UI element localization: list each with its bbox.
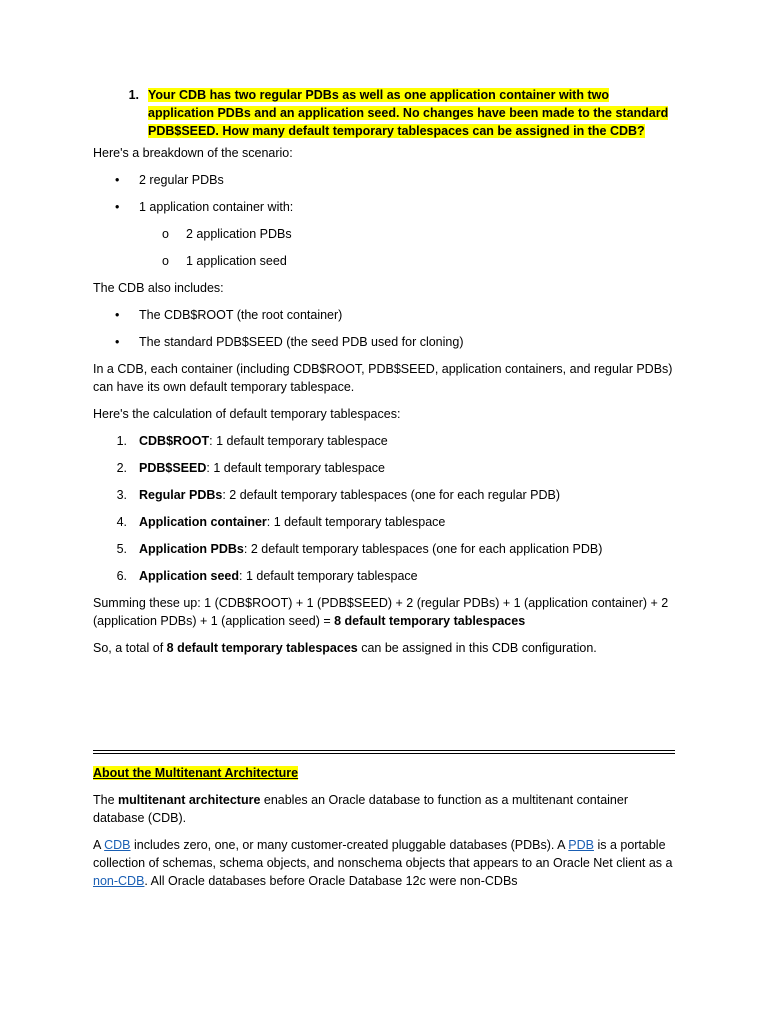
calc-label: Application container [139,515,267,529]
about-p2-text: is a portable collection of schemas, schema objects, and nonschema objects that appears to an Oracle Net client as a [93,838,673,870]
sub-bullet-icon: o [162,227,169,241]
divider [93,750,675,751]
list-item [93,306,677,324]
calc-number: 3. [116,488,127,502]
about-paragraph-1 [93,791,677,827]
bullet-icon: • [115,335,120,349]
calc-item [93,459,677,477]
bullet-icon: • [115,308,120,322]
question-text: Your CDB has two regular PDBs as well as one application container with two application PDBs and an application seed. No changes have been made to the standard PDB$SEED. How many default temporary tablespaces can be assigned in the CDB? [148,88,669,138]
list-item [93,198,677,216]
calc-text: : 1 default temporary tablespace [239,569,418,583]
about-p2-text: includes zero, one, or many customer-created pluggable databases (PDBs). A [130,838,569,852]
calc-number: 6. [116,569,127,583]
breakdown-item-regular-pdbs: 2 regular PDBs [139,173,224,187]
calc-number: 5. [116,542,127,556]
list-item [93,333,677,351]
question-number: 1. [128,88,139,102]
sub-list-item [93,252,677,270]
bullet-icon: • [115,173,120,187]
cdb-includes-intro: The CDB also includes: [93,281,224,295]
each-container-paragraph: In a CDB, each container (including CDB$ROOT, PDB$SEED, application containers, and regular PDBs) can have its own default temporary tablespace. [93,362,673,394]
calc-text: : 1 default temporary tablespace [266,515,446,529]
calc-label: CDB$ROOT [139,434,210,448]
non-cdb-link[interactable]: non-CDB [93,874,145,888]
total-post: can be assigned in this CDB configuration. [357,641,597,655]
calc-text: : 2 default temporary tablespaces (one for each application PDB) [243,542,603,556]
about-p1-post: enables an Oracle database to function as a multitenant container database (CDB). [93,793,629,825]
about-p2-text: A [93,838,105,852]
calc-item [93,513,677,531]
calc-item [93,540,677,558]
calc-number: 4. [116,515,127,529]
total-result: 8 default temporary tablespaces [166,641,358,655]
total-pre: So, a total of [93,641,167,655]
calc-number: 2. [116,461,127,475]
breakdown-intro: Here's a breakdown of the scenario: [93,146,293,160]
section-body [93,764,677,890]
calc-text: : 1 default temporary tablespace [209,434,388,448]
calc-label: Application PDBs [139,542,244,556]
breakdown-item-app-container: 1 application container with: [139,200,294,214]
calc-item [93,432,677,450]
question [93,86,677,140]
calc-label: Regular PDBs [139,488,223,502]
about-p1-bold: multitenant architecture [118,793,261,807]
calc-item [93,567,677,585]
section-heading: About the Multitenant Architecture [93,766,299,780]
cdb-link[interactable]: CDB [104,838,131,852]
summing-text: Summing these up: 1 (CDB$ROOT) + 1 (PDB$SEED) + 2 (regular PDBs) + 1 (application container) + 2 (application PDBs) + 1 (application seed) = [93,596,669,628]
calc-label: PDB$SEED [139,461,207,475]
document-body [93,86,677,657]
divider [93,753,675,754]
breakdown-sub-app-pdbs: 2 application PDBs [186,227,292,241]
pdb-link[interactable]: PDB [568,838,594,852]
sub-list-item [93,225,677,243]
calc-number: 1. [116,434,127,448]
calc-text: : 1 default temporary tablespace [206,461,385,475]
cdb-includes-seed: The standard PDB$SEED (the seed PDB used for cloning) [139,335,464,349]
breakdown-sub-app-seed: 1 application seed [186,254,287,268]
total-paragraph [93,639,677,657]
summing-paragraph [93,594,677,630]
about-p1-pre: The [93,793,119,807]
calc-label: Application seed [139,569,240,583]
about-paragraph-2 [93,836,677,890]
cdb-includes-root: The CDB$ROOT (the root container) [139,308,343,322]
calc-text: : 2 default temporary tablespaces (one for each regular PDB) [222,488,561,502]
sub-bullet-icon: o [162,254,169,268]
summing-result: 8 default temporary tablespaces [334,614,526,628]
about-p2-text: . All Oracle databases before Oracle Database 12c were non-CDBs [144,874,518,888]
calc-item [93,486,677,504]
calc-intro: Here's the calculation of default temporary tablespaces: [93,407,401,421]
bullet-icon: • [115,200,120,214]
list-item [93,171,677,189]
